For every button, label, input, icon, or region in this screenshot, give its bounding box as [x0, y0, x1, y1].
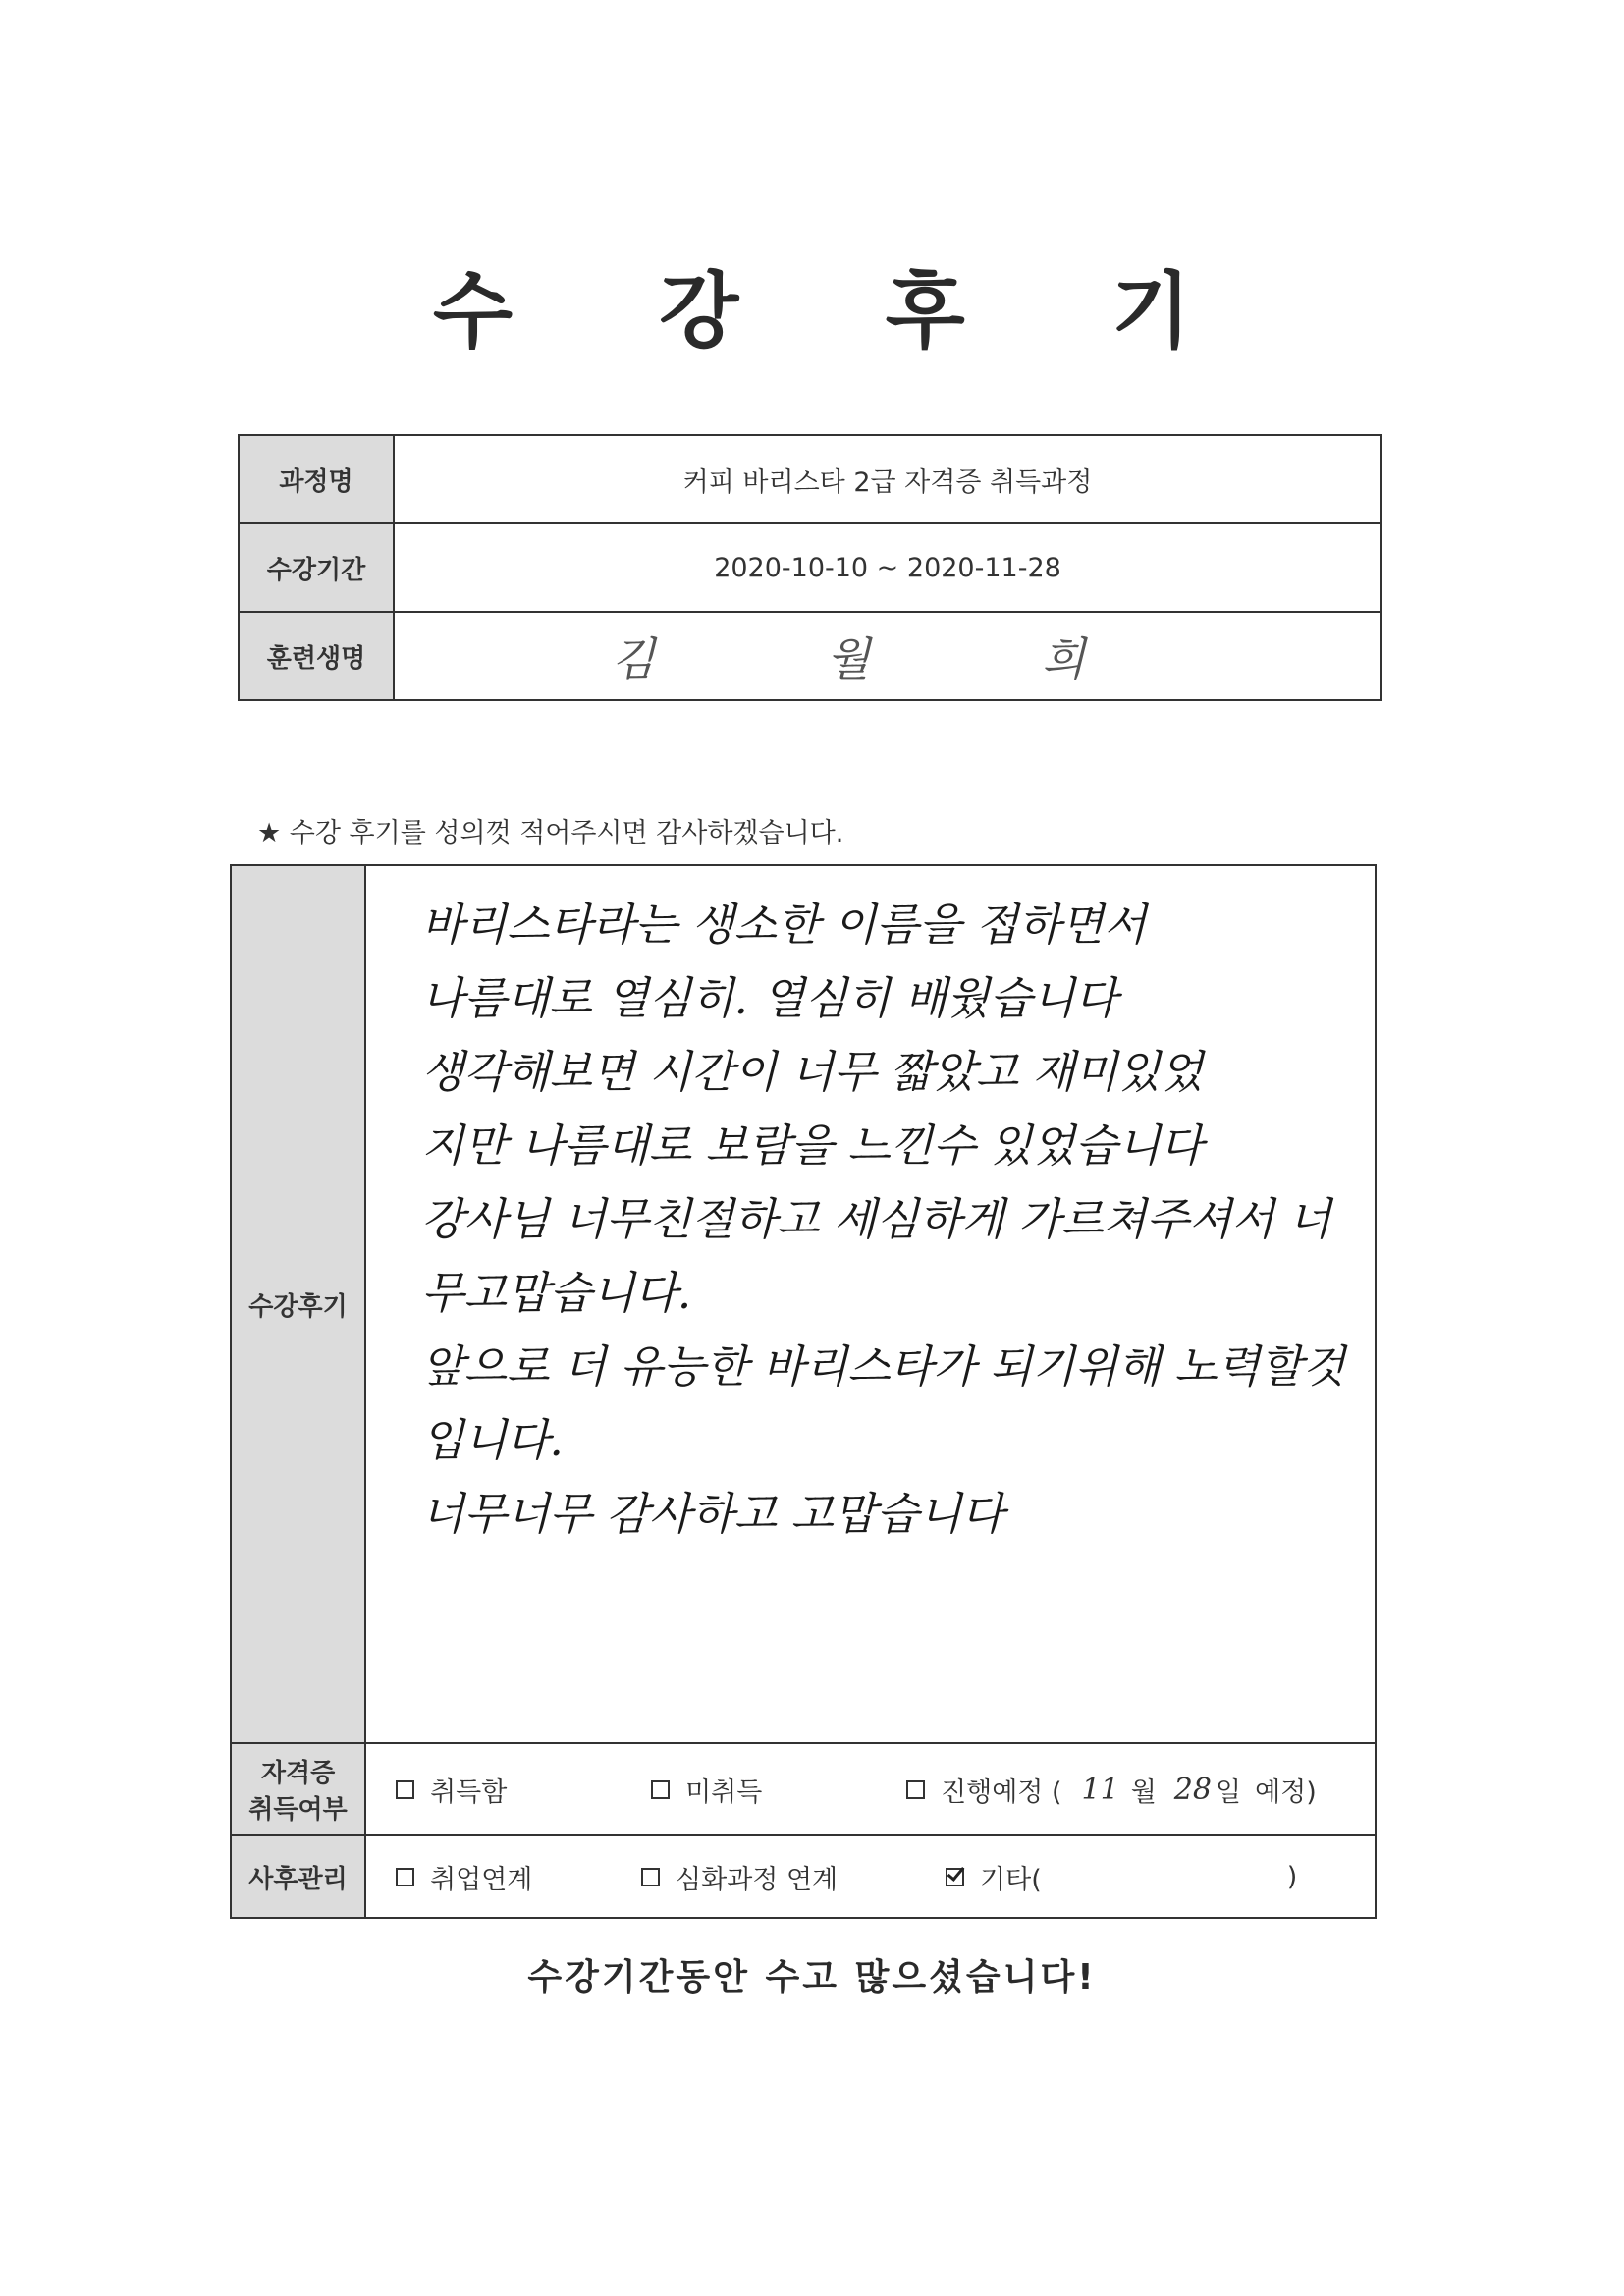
- month-unit: 월: [1130, 1777, 1157, 1808]
- checkbox-advanced-course[interactable]: [641, 1868, 660, 1886]
- review-line: 너무너무 감사하고 고맙습니다: [421, 1488, 1004, 1540]
- option-not-obtained-label: 미취득: [685, 1777, 763, 1808]
- aftercare-label: 사후관리: [231, 1835, 365, 1918]
- course-label: 과정명: [239, 435, 394, 523]
- option-obtained[interactable]: [396, 1771, 651, 1809]
- course-info-table: [238, 434, 1382, 701]
- review-line: 무고맙습니다.: [421, 1267, 692, 1319]
- period-label: 수강기간: [239, 523, 394, 612]
- option-other-close: ): [1286, 1861, 1298, 1892]
- option-scheduled-suffix: 예정): [1255, 1777, 1317, 1808]
- review-table: [230, 864, 1377, 1919]
- option-job-link[interactable]: [396, 1858, 641, 1896]
- scheduled-month-handwritten: 11: [1081, 1772, 1119, 1807]
- day-unit: 일: [1215, 1777, 1242, 1808]
- course-row: [239, 435, 1381, 523]
- option-advanced-course-label: 심화과정 연계: [676, 1864, 839, 1895]
- certification-label: [231, 1743, 365, 1835]
- instruction-note: ★ 수강 후기를 성의껏 적어주시면 감사하겠습니다.: [257, 818, 844, 848]
- certification-label-line2: 취득여부: [248, 1795, 348, 1825]
- closing-message: 수강기간동안 수고 많으셨습니다!: [527, 1957, 1097, 1997]
- certification-label-line1: 자격증: [260, 1759, 336, 1788]
- option-other-label: 기타(: [980, 1864, 1042, 1895]
- trainee-label: 훈련생명: [239, 612, 394, 700]
- certification-row: [231, 1743, 1376, 1835]
- course-value: 커피 바리스타 2급 자격증 취득과정: [394, 435, 1381, 523]
- option-scheduled-prefix: 진행예정 (: [941, 1777, 1062, 1808]
- review-line: 강사님 너무친절하고 세심하게 가르쳐주셔서 너: [421, 1193, 1331, 1245]
- period-row: [239, 523, 1381, 612]
- review-row: [231, 865, 1376, 1743]
- checkbox-other-checked[interactable]: [946, 1868, 964, 1886]
- aftercare-options: [365, 1835, 1376, 1918]
- trainee-name-handwritten: 김 월 희: [611, 632, 1164, 685]
- review-label: 수강후기: [231, 865, 365, 1743]
- checkbox-not-obtained[interactable]: [651, 1780, 670, 1799]
- review-line: 입니다.: [421, 1414, 564, 1466]
- trainee-name-field[interactable]: [394, 612, 1381, 700]
- scheduled-day-handwritten: 28: [1173, 1772, 1212, 1807]
- option-advanced-course[interactable]: [641, 1858, 946, 1896]
- review-line: 앞으로 더 유능한 바리스타가 되기위해 노력할것: [421, 1340, 1345, 1393]
- option-not-obtained[interactable]: [651, 1771, 906, 1809]
- certification-options: [365, 1743, 1376, 1835]
- period-value: 2020-10-10 ~ 2020-11-28: [394, 523, 1381, 612]
- trainee-row: [239, 612, 1381, 700]
- review-line: 나름대로 열심히. 열심히 배웠습니다: [421, 972, 1118, 1024]
- aftercare-row: [231, 1835, 1376, 1918]
- checkbox-scheduled[interactable]: [906, 1780, 925, 1799]
- option-scheduled[interactable]: [906, 1771, 1317, 1809]
- review-line: 바리스타라는 생소한 이름을 접하면서: [421, 899, 1147, 951]
- review-line: 생각해보면 시간이 너무 짧았고 재미있었: [421, 1046, 1204, 1098]
- checkbox-job-link[interactable]: [396, 1868, 414, 1886]
- document-title: 수 강 후 기: [432, 263, 1251, 359]
- review-line: 지만 나름대로 보람을 느낀수 있었습니다: [421, 1120, 1204, 1172]
- checkbox-obtained[interactable]: [396, 1780, 414, 1799]
- option-obtained-label: 취득함: [430, 1777, 508, 1808]
- option-other[interactable]: [946, 1858, 1297, 1896]
- review-text-area[interactable]: [365, 865, 1376, 1743]
- option-job-link-label: 취업연계: [430, 1864, 533, 1895]
